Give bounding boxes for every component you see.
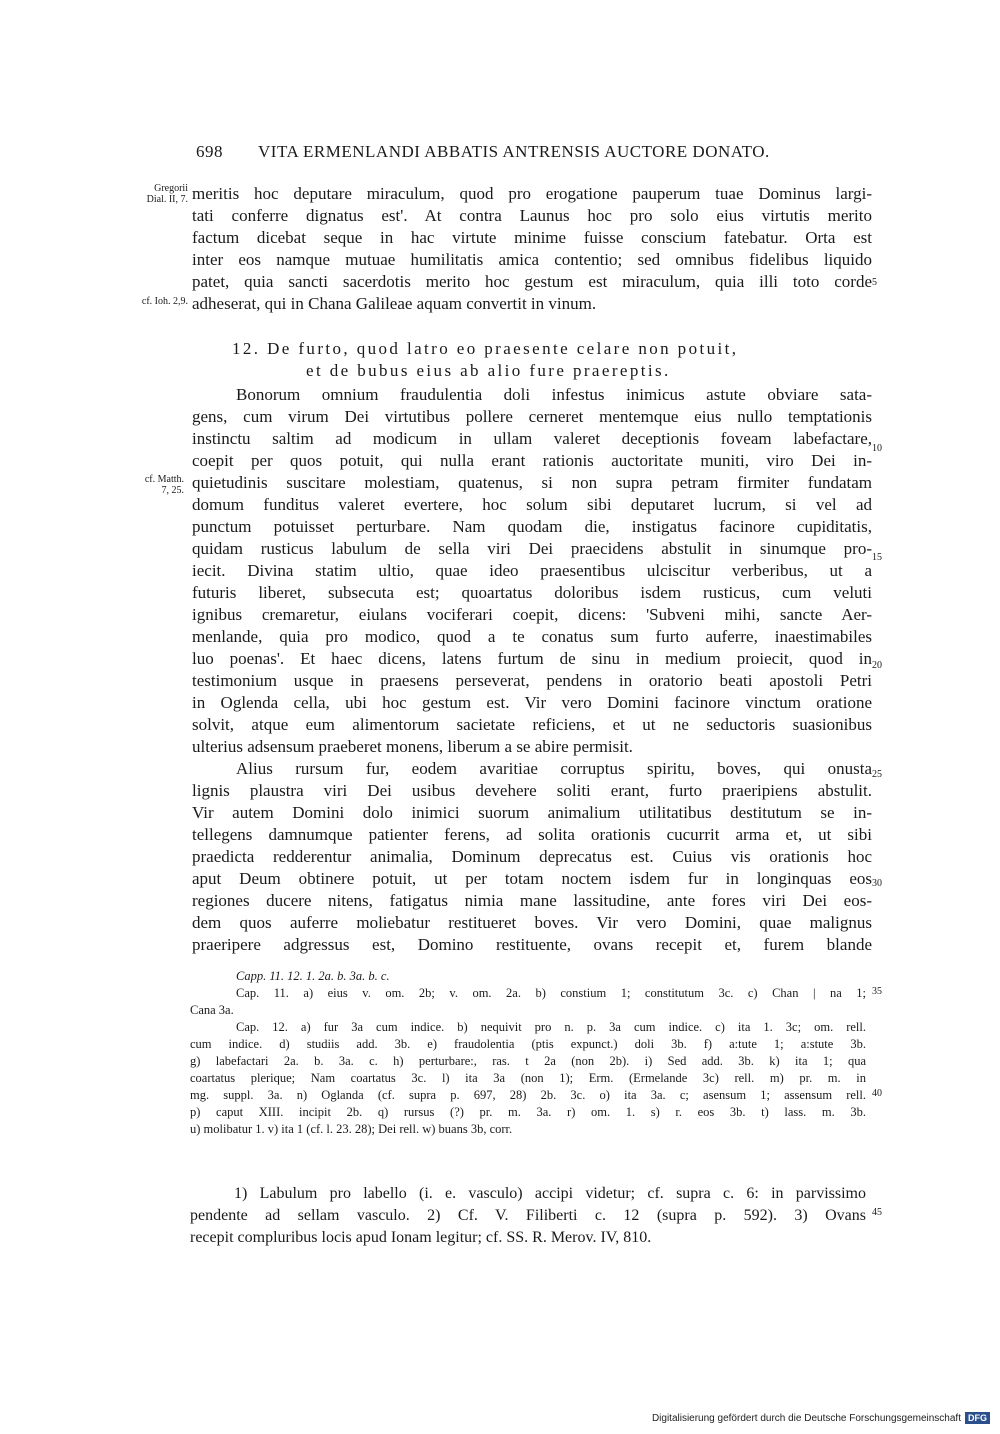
text-line: coepit per quos potuit, qui nulla erant rationis auctoritate muniti, viro Dei in- xyxy=(192,451,872,470)
critical-apparatus xyxy=(190,968,866,1138)
text-line: punctum potuisset perturbare. Nam quodam die, instigatus facinore cupiditatis, xyxy=(192,517,872,536)
paragraph-1 xyxy=(192,183,872,315)
text-line: lignis plaustra viri Dei usibus devehere soliti erant, furto praeripiens abstulit. xyxy=(192,781,872,800)
text-line: ulterius adsensum praeberet monens, liberum a se abire permisit. xyxy=(192,737,633,756)
text-line: luo poenas'. Et haec dicens, latens furtum de sinu in medium proiecit, quod in xyxy=(192,649,872,668)
text-line: aput Deum obtinere potuit, ut per totam noctem isdem fur in longinquas eos xyxy=(192,869,872,888)
note-line: Cana 3a. xyxy=(190,1003,234,1017)
text-line: domum funditus valeret evertere, hoc solum sibi deputaret lucrum, si vel ad xyxy=(192,495,872,514)
line-number: 20 xyxy=(872,660,882,671)
text-line: solvit, atque eum alimentorum sacietate reficiens, et ut ne seductoris suasionibus xyxy=(192,715,872,734)
text-line: inter eos namque mutuae humilitatis amica contentio; sed omnibus fidelibus liquido xyxy=(192,250,872,269)
note-line: g) labefactari 2a. b. 3a. c. h) perturbare:, ras. t 2a (non 2b). i) Sed add. 3b. k) ita 1; qua xyxy=(190,1054,866,1068)
note-line: p) caput XIII. incipit 2b. q) rursus (?) pr. m. 3a. r) om. 1. s) r. eos 3b. t) lass. m. 3b. xyxy=(190,1105,866,1119)
paragraph-2 xyxy=(192,384,872,758)
line-number: 35 xyxy=(872,986,882,997)
margin-note-ioh: cf. Ioh. 2,9. xyxy=(141,296,188,307)
footnote-line: pendente ad sellam vasculo. 2) Cf. V. Filiberti c. 12 (supra p. 592). 3) Ovans xyxy=(190,1207,866,1224)
footnote-line: 1) Labulum pro labello (i. e. vasculo) accipi videtur; cf. supra c. 6: in parvissimo xyxy=(234,1185,866,1202)
heading-line-2: et de bubus eius ab alio fure praereptis. xyxy=(306,361,671,380)
text-line: quietudinis suscitare molestiam, quatenus, si non supra petram firmiter fundatam xyxy=(192,473,872,492)
digitization-credit-text: Digitalisierung gefördert durch die Deutsche Forschungsgemeinschaft xyxy=(651,1412,961,1424)
line-number: 5 xyxy=(872,277,877,288)
text-line: instinctu saltim ad modicum in ullam valeret deceptionis foveam labefactare, xyxy=(192,429,872,448)
text-line: regiones ducere nitens, fatigatus nimia mane lassitudine, ante fores viri Dei eos- xyxy=(192,891,872,910)
margin-matth1: cf. Matth. xyxy=(144,474,184,485)
line-number: 15 xyxy=(872,552,882,563)
chapter-heading xyxy=(232,338,832,382)
text-line: adheserat, qui in Chana Galileae aquam convertit in vinum. xyxy=(192,294,597,313)
text-line: tati conferre dignatus est'. At contra Launus hoc pro solo eius virtutis merito xyxy=(192,206,872,225)
margin-matth2: 7, 25. xyxy=(161,485,184,496)
text-line: in Oglenda cella, ubi hoc gestum est. Vir vero Domini facinore vinctum oratione xyxy=(192,693,872,712)
text-line: ignibus cremaretur, eiulans vociferari coepit, dicens: 'Subveni mihi, sancte Aer- xyxy=(192,605,872,624)
digitization-credit xyxy=(652,1412,990,1424)
note-line: Cap. 11. a) eius v. om. 2b; v. om. 2a. b) constium 1; constitutum 3c. c) Chan | na 1; xyxy=(236,986,866,1000)
line-number: 10 xyxy=(872,443,882,454)
page-number: 698 xyxy=(196,142,223,161)
line-number: 45 xyxy=(872,1207,882,1218)
text-line: menlande, quia pro modico, quod a te conatus sum furto auferre, inaestimabiles xyxy=(192,627,872,646)
text-line: quidam rusticus labulum de sella viri Dei praecidens abstulit in sinumque pro- xyxy=(192,539,872,558)
line-number: 25 xyxy=(872,769,882,780)
text-line: dem quos auferre moliebatur restitueret boves. Vir vero Domini, quae malignus xyxy=(192,913,872,932)
text-line: Vir autem Domini dolo inimici suorum animalium utilitatibus destitutum se in- xyxy=(192,803,872,822)
text-line: praeripere adgressus est, Domino restituente, ovans recepit et, furem blande xyxy=(192,935,872,954)
margin-note-gregorii xyxy=(118,183,188,205)
note-line: Cap. 12. a) fur 3a cum indice. b) nequivit pro n. p. 3a cum indice. c) ita 1. 3c; om. rell. xyxy=(236,1020,866,1034)
line-number: 40 xyxy=(872,1088,882,1099)
heading-line-1: 12. De furto, quod latro eo praesente celare non potuit, xyxy=(232,339,739,358)
text-line: praedicta redderentur animalia, Dominum deprecatus est. Cuius vis orationis hoc xyxy=(192,847,872,866)
text-line: Alius rursum fur, eodem avaritiae corruptus spiritu, boves, qui onusta xyxy=(236,759,872,778)
footnote-line: recepit compluribus locis apud Ionam legitur; cf. SS. R. Merov. IV, 810. xyxy=(190,1229,652,1246)
text-line: patet, quia sancti sacerdotis merito hoc gestum est miraculum, quia illi toto corde xyxy=(192,272,872,291)
note-line: u) molibatur 1. v) ita 1 (cf. l. 23. 28); Dei rell. w) buans 3b, corr. xyxy=(190,1122,513,1136)
margin-note-matth xyxy=(118,474,184,496)
text-line: tellegens damnumque patienter ferens, ad solita orationis cucurrit arma et, ut sibi xyxy=(192,825,872,844)
text-line: gens, cum virum Dei virtutibus pollere cerneret mentemque eius nullo temptationis xyxy=(192,407,872,426)
text-line: testimonium usque in praesens perseverat, pendens in oratorio beati apostoli Petri xyxy=(192,671,872,690)
margin-gregorii: Gregorii xyxy=(154,183,188,194)
text-line: futuris liberet, subsecuta est; quoartatus doloribus isdem rusticus, cum veluti xyxy=(192,583,872,602)
running-title: VITA ERMENLANDI ABBATIS ANTRENSIS AUCTORE DONATO. xyxy=(258,142,770,161)
note-line: Capp. 11. 12. 1. 2a. b. 3a. b. c. xyxy=(236,969,390,983)
note-line: coartatus plerique; Nam coartatus 3c. l) ita 3a (non 1); Erm. (Ermelande 3c) rell. m) pr. m. in xyxy=(190,1071,866,1085)
text-line: factum dicebat seque in hac virtute minime fuisse conscium fatebatur. Orta est xyxy=(192,228,872,247)
note-line: mg. suppl. 3a. n) Oglanda (cf. supra p. 697, 28) 2b. 3c. o) ita 3a. c; asensum 1; assensum rell. xyxy=(190,1088,866,1102)
dfg-logo-icon: DFG xyxy=(965,1412,990,1424)
note-line: cum indice. d) studiis add. 3b. e) fraudolentia (ptis expunct.) doli 3b. f) a:tute 1; a:stute 3b. xyxy=(190,1037,866,1051)
text-line: meritis hoc deputare miraculum, quod pro erogatione pauperum tuae Dominus largi- xyxy=(192,184,872,203)
margin-dial: Dial. II, 7. xyxy=(146,194,188,205)
text-line: Bonorum omnium fraudulentia doli infestus inimicus astute obviare sata- xyxy=(236,385,872,404)
footnotes xyxy=(190,1183,866,1249)
line-number: 30 xyxy=(872,878,882,889)
text-line: iecit. Divina statim ultio, quae ideo praesentibus ulciscitur verberibus, ut a xyxy=(192,561,872,580)
paragraph-3 xyxy=(192,758,872,956)
